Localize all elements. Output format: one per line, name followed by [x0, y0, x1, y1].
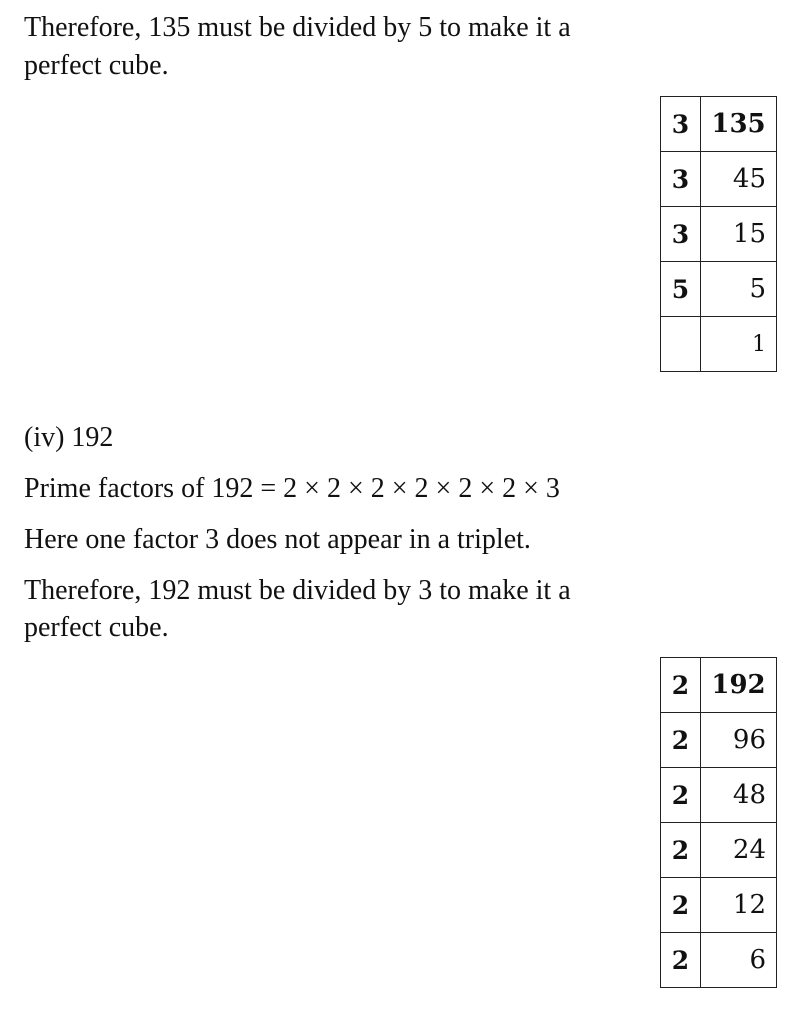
table-row [661, 97, 777, 152]
table-row [661, 823, 777, 878]
divisor-cell: 2 [661, 933, 701, 988]
division-table-192 [660, 657, 777, 988]
table-row [661, 878, 777, 933]
division-table-135 [660, 96, 777, 372]
conclusion-192-line2: perfect cube. [24, 612, 169, 643]
divisor-cell: 2 [661, 823, 701, 878]
dividend-cell: 1 [701, 317, 777, 372]
prime-factors-line: Prime factors of 192 = 2 × 2 × 2 × 2 × 2 × 2 × 3 [24, 473, 560, 504]
divisor-cell: 2 [661, 768, 701, 823]
table-row [661, 152, 777, 207]
conclusion-135-line1: Therefore, 135 must be divided by 5 to make it a [24, 12, 571, 43]
section-heading: (iv) 192 [24, 422, 114, 453]
table-row [661, 658, 777, 713]
divisor-cell: 2 [661, 658, 701, 713]
dividend-cell: 5 [701, 262, 777, 317]
table-row [661, 933, 777, 988]
conclusion-192-line1: Therefore, 192 must be divided by 3 to make it a [24, 575, 571, 606]
divisor-cell: 3 [661, 207, 701, 262]
divisor-cell: 3 [661, 152, 701, 207]
table-row [661, 713, 777, 768]
divisor-cell [661, 317, 701, 372]
observation-line: Here one factor 3 does not appear in a triplet. [24, 524, 531, 555]
table-row [661, 768, 777, 823]
dividend-cell: 135 [701, 97, 777, 152]
dividend-cell: 12 [701, 878, 777, 933]
dividend-cell: 45 [701, 152, 777, 207]
dividend-cell: 6 [701, 933, 777, 988]
dividend-cell: 15 [701, 207, 777, 262]
dividend-cell: 192 [701, 658, 777, 713]
dividend-cell: 48 [701, 768, 777, 823]
table-row [661, 207, 777, 262]
divisor-cell: 2 [661, 713, 701, 768]
table-row [661, 317, 777, 372]
divisor-cell: 3 [661, 97, 701, 152]
dividend-cell: 24 [701, 823, 777, 878]
table-row [661, 262, 777, 317]
conclusion-135-line2: perfect cube. [24, 50, 169, 81]
dividend-cell: 96 [701, 713, 777, 768]
divisor-cell: 5 [661, 262, 701, 317]
divisor-cell: 2 [661, 878, 701, 933]
